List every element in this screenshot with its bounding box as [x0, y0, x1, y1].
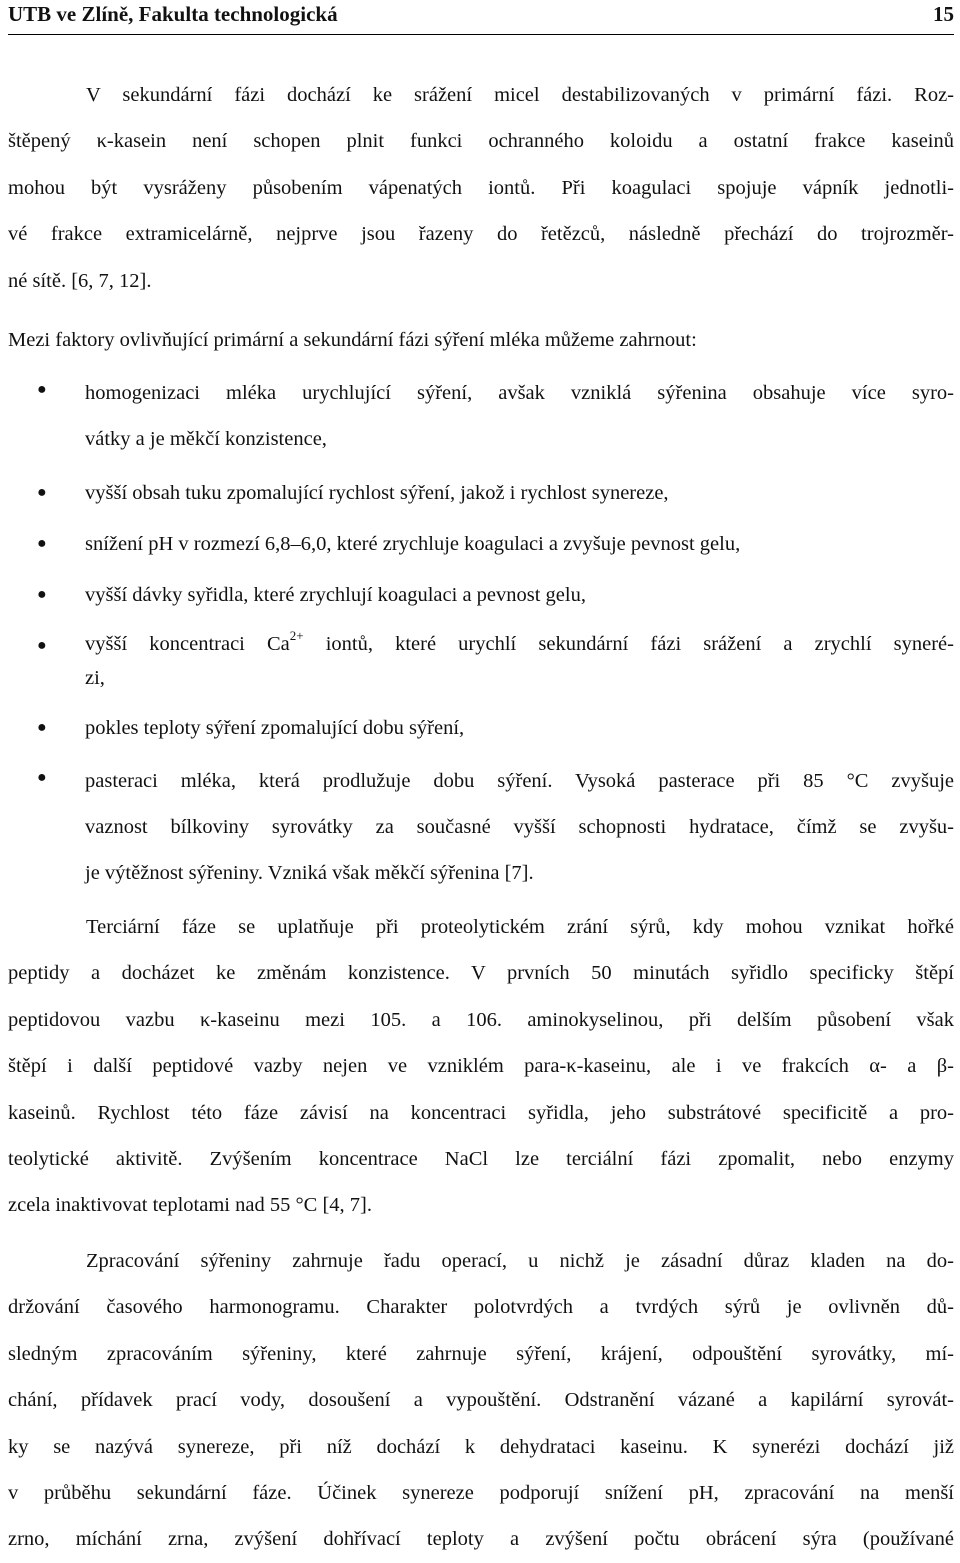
list-item-text: pokles teploty sýření zpomalující dobu sýření,: [85, 717, 465, 739]
factors-intro: Mezi faktory ovlivňující primární a sekundární fázi sýření mléka můžeme zahrnout:: [8, 329, 697, 351]
text-line: né sítě. [6, 7, 12].: [8, 269, 152, 292]
page-header: [8, 0, 954, 35]
list-item-text: vátky a je měkčí konzistence,: [85, 428, 327, 450]
text-line: peptidy a docházet ke změnám konzistence. V prvních 50 minutách syřidlo specificky štěpí: [8, 962, 954, 985]
list-item-text: vyšší dávky syřidla, které zrychlují koagulaci a pevnost gelu,: [85, 584, 586, 606]
page-number: 15: [933, 2, 954, 26]
superscript: 2+: [289, 628, 304, 643]
bullet-icon: ●: [37, 719, 47, 736]
paragraph-tertiary-phase: [8, 904, 954, 1229]
list-item-text: pasteraci mléka, která prodlužuje dobu sýření. Vysoká pasterace při 85 °C zvyšuje: [85, 770, 954, 792]
text-line: sledným zpracováním sýřeniny, které zahrnuje sýření, krájení, odpouštění syrovátky, mí-: [8, 1342, 954, 1365]
text-line: Zpracování sýřeniny zahrnuje řadu operací, u nichž je zásadní důraz kladen na do-: [86, 1250, 954, 1272]
bullet-icon: ●: [37, 637, 47, 654]
list-item-text: vyšší obsah tuku zpomalující rychlost sýření, jakož i rychlost synereze,: [85, 482, 669, 504]
list-item-text: vaznost bílkoviny syrovátky za současné vyšší schopnosti hydratace, čímž se zvyšu-: [85, 816, 954, 838]
list-item-text: homogenizaci mléka urychlující sýření, avšak vzniklá sýřenina obsahuje více syro-: [85, 382, 954, 404]
bullet-icon: ●: [37, 769, 47, 786]
text-line: štěpí i další peptidové vazby nejen ve vzniklém para-κ-kaseinu, ale i ve frakcích α- a β-: [8, 1055, 954, 1078]
bullet-icon: ●: [37, 586, 47, 603]
header-school: UTB ve Zlíně, Fakulta technologická: [8, 2, 338, 26]
list-item-text: vyšší koncentraci $Ca^{2+}$ iontů, které urychlí sekundární fázi srážení a zrychlí syneré-: [85, 628, 954, 655]
bullet-icon: ●: [37, 535, 47, 552]
list-item-text: zi,: [85, 667, 105, 689]
text-line: vé frakce extramicelárně, nejprve jsou řazeny do řetězců, následně přechází do trojrozměr-: [8, 223, 954, 246]
list-item-text: je výtěžnost sýřeniny. Vzniká však měkčí sýřenina [7].: [85, 862, 534, 884]
text-line: peptidovou vazbu κ-kaseinu mezi 105. a 106. aminokyselinou, při delším působení však: [8, 1008, 954, 1031]
text-line: ky se nazývá synereze, při níž dochází k dehydrataci kaseinu. K synerézi dochází již: [8, 1435, 954, 1458]
text-line: teolytické aktivitě. Zvýšením koncentrace NaCl lze terciální fázi zpomalit, nebo enzymy: [8, 1148, 954, 1171]
text-line: kaseinů. Rychlost této fáze závisí na koncentraci syřidla, jeho substrátové specificitě a pro-: [8, 1101, 954, 1124]
text-line: štěpený κ-kasein není schopen plnit funkci ochranného koloidu a ostatní frakce kaseinů: [8, 130, 954, 153]
text-line: držování časového harmonogramu. Charakter polotvrdých a tvrdých sýrů je ovlivněn dů-: [8, 1296, 954, 1319]
bullet-icon: ●: [37, 484, 47, 501]
paragraph-curd-processing: [8, 1238, 954, 1563]
list-item-text: snížení pH v rozmezí 6,8–6,0, které zrychluje koagulaci a zvyšuje pevnost gelu,: [85, 533, 741, 555]
paragraph-secondary-phase: [8, 72, 954, 304]
text-line: chání, přídavek prací vody, dosoušení a vypouštění. Odstranění vázané a kapilární syrovát-: [8, 1389, 954, 1412]
text-line: V sekundární fázi dochází ke srážení micel destabilizovaných v primární fázi. Roz-: [86, 84, 954, 106]
text-line: mohou být vysráženy působením vápenatých iontů. Při koagulaci spojuje vápník jednotli-: [8, 176, 954, 199]
text-line: zcela inaktivovat teplotami nad 55 °C [4, 7].: [8, 1194, 372, 1217]
text-line: zrno, míchání zrna, zvýšení dohřívací teploty a zvýšení počtu obrácení sýra (používané: [8, 1528, 954, 1551]
text-line: Terciární fáze se uplatňuje při proteolytickém zrání sýrů, kdy mohou vznikat hořké: [86, 916, 954, 938]
bullet-icon: ●: [37, 381, 47, 398]
text-line: v průběhu sekundární fáze. Účinek synereze podporují snížení pH, zpracování na menší: [8, 1482, 954, 1505]
